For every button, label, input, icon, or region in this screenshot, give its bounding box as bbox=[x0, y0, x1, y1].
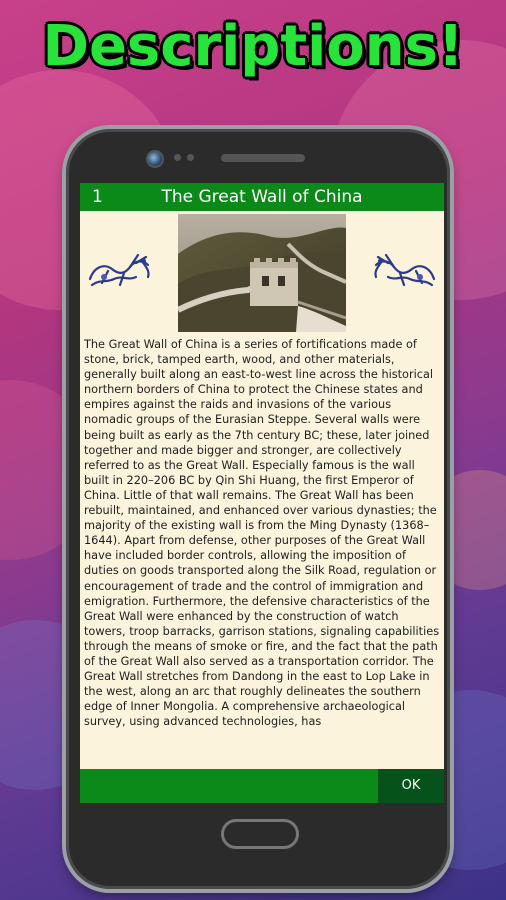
item-number: 1 bbox=[92, 187, 103, 207]
dialog-header bbox=[80, 183, 444, 211]
front-camera bbox=[146, 150, 164, 168]
description-dialog bbox=[80, 183, 444, 803]
earpiece-speaker bbox=[221, 154, 305, 162]
sensor-dot bbox=[187, 154, 194, 161]
ok-button[interactable]: OK bbox=[378, 769, 444, 803]
banner-title: Descriptions! bbox=[42, 14, 464, 79]
dragon-icon bbox=[84, 249, 154, 293]
dialog-footer bbox=[80, 769, 444, 803]
sensor-dot bbox=[174, 154, 181, 161]
great-wall-photo bbox=[178, 214, 346, 332]
description-text: The Great Wall of China is a series of fortifications made of stone, brick, tamped earth, wood, and other materials, generally built along an east-to-west line across the historical northern borders of China to protect the Chinese states and empires against the raids and invasions of the various nomadic groups of the Eurasian Steppe. Several walls were being built as early as the 7th century BC; these, later joined together and made bigger and stronger, are collectively referred to as the Great Wall. Especially famous is the wall built in 220–206 BC by Qin Shi Huang, the first Emperor of China. Little of that wall remains. The Great Wall has been rebuilt, maintained, and enhanced over various dynasties; the majority of the existing wall is from the Ming Dynasty (1368–1644). Apart from defense, other purposes of the Great Wall have included border controls, allowing the imposition of duties on goods transported along the Silk Road, regulation or encouragement of trade and the control of immigration and emigration. Furthermore, the defensive characteristics of the Great Wall were enhanced by the construction of watch towers, troop barracks, garrison stations, signaling capabilities through the means of smoke or fire, and the fact that the path of the Great Wall also served as a transportation corridor. The Great Wall stretches from Dandong in the east to Lop Lake in the west, along an arc that roughly delineates the southern edge of Inner Mongolia. A comprehensive archaeological survey, using advanced technologies, has bbox=[84, 338, 440, 729]
home-button[interactable] bbox=[221, 819, 299, 849]
dragon-icon bbox=[370, 249, 440, 293]
dialog-title: The Great Wall of China bbox=[161, 187, 363, 207]
